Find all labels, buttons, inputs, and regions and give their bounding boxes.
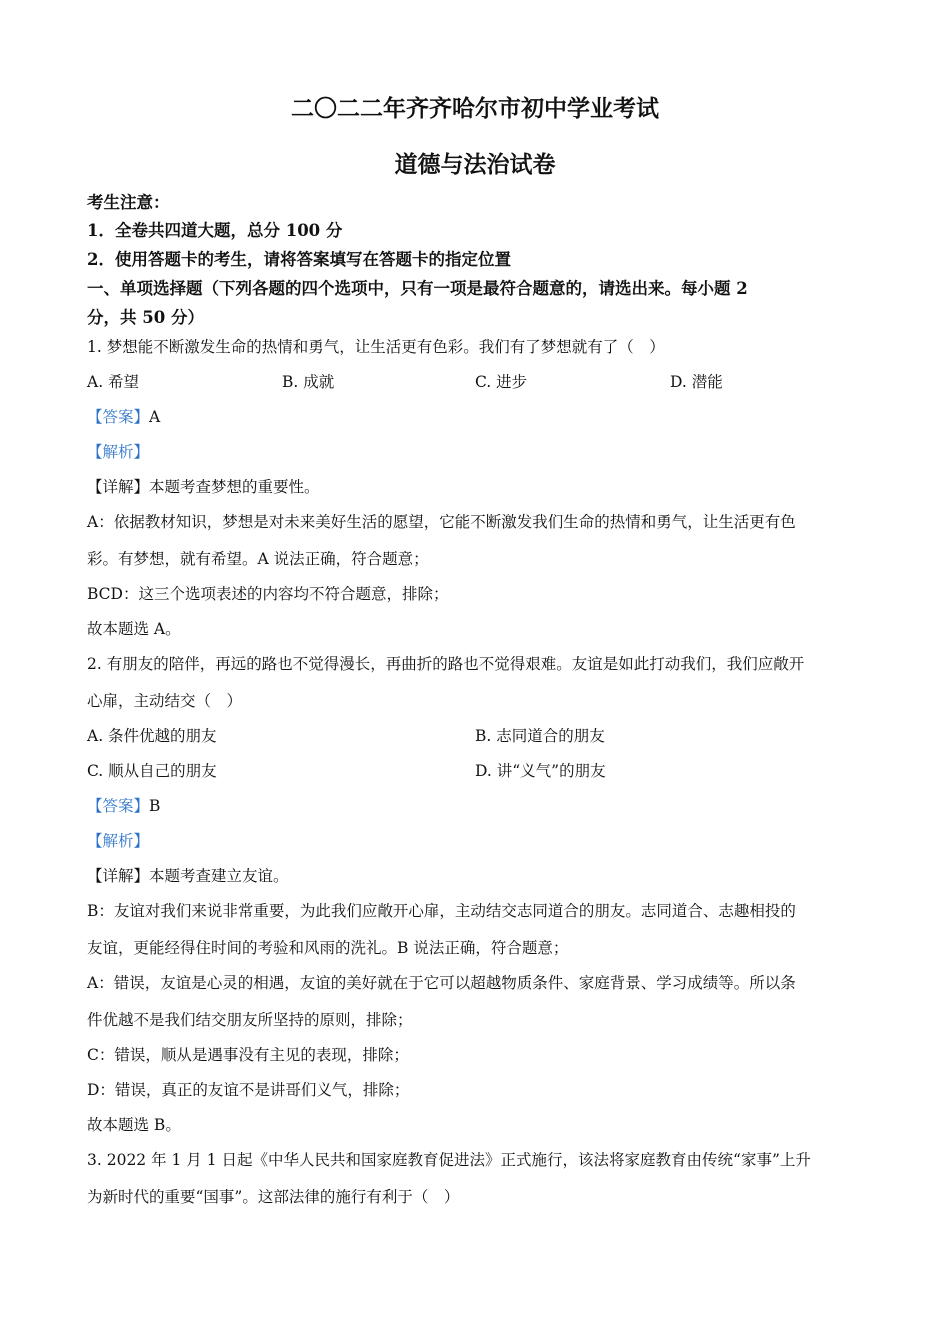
question-stem: 2. 有朋友的陪伴，再远的路也不觉得漫长，再曲折的路也不觉得艰难。友谊是如此打动我们，我们应敞开 xyxy=(87,655,805,673)
detail-intro: 本题考查建立友谊。 xyxy=(149,867,289,885)
detail-intro: 本题考查梦想的重要性。 xyxy=(149,478,320,496)
option-a: A. 条件优越的朋友 xyxy=(87,727,217,745)
explanation-line: BCD：这三个选项表述的内容均不符合题意，排除； xyxy=(87,585,449,603)
option-a: A. 希望 xyxy=(87,373,140,391)
explanation-line: A：错误，友谊是心灵的相遇，友谊的美好就在于它可以超越物质条件、家庭背景、学习成绩等。所以条 xyxy=(87,974,796,992)
section-heading-cont: 分，共 50 分） xyxy=(87,308,204,327)
detail-line xyxy=(87,865,867,887)
question-stem: 为新时代的重要“国事”。这部法律的施行有利于（ ） xyxy=(87,1188,460,1206)
detail-line xyxy=(87,476,867,498)
option-d: D. 讲“义气”的朋友 xyxy=(475,762,606,780)
explanation-line: D：错误，真正的友谊不是讲哥们义气，排除； xyxy=(87,1081,410,1099)
notice-item: 1．全卷共四道大题，总分 100 分 xyxy=(87,221,343,240)
answer-value: B xyxy=(149,797,161,815)
question-stem: 3. 2022 年 1 月 1 日起《中华人民共和国家庭教育促进法》正式施行，该法将家庭教育由传统“家事”上升 xyxy=(87,1151,811,1169)
notice-item: 2．使用答题卡的考生，请将答案填写在答题卡的指定位置 xyxy=(87,250,511,269)
answer-line xyxy=(87,795,867,817)
notice-heading: 考生注意： xyxy=(87,193,170,212)
explanation-line: 故本题选 B。 xyxy=(87,1116,181,1134)
question-stem: 心扉，主动结交（ ） xyxy=(87,692,243,710)
explanation-line: A：依据教材知识，梦想是对未来美好生活的愿望，它能不断激发我们生命的热情和勇气，让生活更有色 xyxy=(87,513,796,531)
exam-subtitle: 道德与法治试卷 xyxy=(394,151,556,178)
detail-label: 【详解】 xyxy=(87,867,150,885)
explanation-line: 彩。有梦想，就有希望。A 说法正确，符合题意； xyxy=(87,550,429,568)
analysis-label: 【解析】 xyxy=(87,832,150,850)
analysis-label: 【解析】 xyxy=(87,443,150,461)
option-c: C. 顺从自己的朋友 xyxy=(87,762,217,780)
option-d: D. 潜能 xyxy=(670,373,723,391)
option-c: C. 进步 xyxy=(475,373,528,391)
exam-title: 二〇二二年齐齐哈尔市初中学业考试 xyxy=(291,95,659,122)
section-heading: 一、单项选择题（下列各题的四个选项中，只有一项是最符合题意的，请选出来。每小题 2 xyxy=(87,279,748,298)
explanation-line: 件优越不是我们结交朋友所坚持的原则，排除； xyxy=(87,1011,413,1029)
answer-label: 【答案】 xyxy=(87,408,150,426)
answer-value: A xyxy=(149,408,161,426)
explanation-line: 故本题选 A。 xyxy=(87,620,181,638)
explanation-line: B：友谊对我们来说非常重要，为此我们应敞开心扉，主动结交志同道合的朋友。志同道合、志趣相投的 xyxy=(87,902,796,920)
answer-line xyxy=(87,406,867,428)
option-b: B. 志同道合的朋友 xyxy=(475,727,605,745)
detail-label: 【详解】 xyxy=(87,478,150,496)
explanation-line: C：错误，顺从是遇事没有主见的表现，排除； xyxy=(87,1046,409,1064)
question-stem: 1. 梦想能不断激发生命的热情和勇气，让生活更有色彩。我们有了梦想就有了（ ） xyxy=(87,338,665,356)
explanation-line: 友谊，更能经得住时间的考验和风雨的洗礼。B 说法正确，符合题意； xyxy=(87,939,569,957)
answer-label: 【答案】 xyxy=(87,797,150,815)
option-b: B. 成就 xyxy=(282,373,335,391)
